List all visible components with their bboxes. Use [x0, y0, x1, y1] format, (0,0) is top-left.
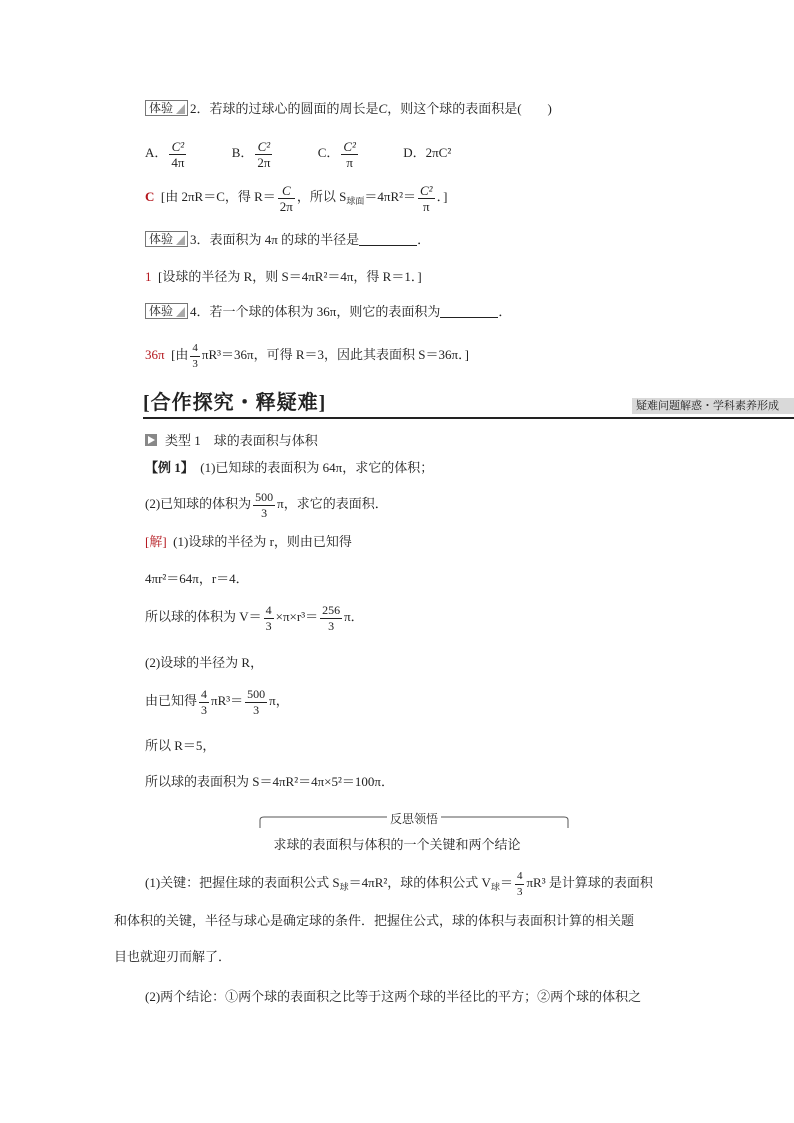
answer-blank	[440, 305, 498, 318]
question-2-solution: C [由 2πR＝C，得 R＝ $\frac{C}{2\pi}$ ，所以 $S_{球面}=4\pi R^2=$ $\frac{\text{C²}}{\pi}$ ．]	[145, 182, 448, 214]
section-title: [合作探究・释疑难]	[143, 392, 327, 414]
question-4-stem: 体验 4．若一个球的体积为 36π，则它的表面积为 ．	[145, 303, 511, 321]
solution-line-6: 所以 R＝5，	[145, 738, 216, 753]
option-b: B． $\frac{\text{C²}}{2\pi}$	[231, 138, 271, 170]
question-2-stem: 体验 2．若球的过球心的圆面的周长是C，则这个球的表面积是( )	[145, 100, 552, 118]
option-d: D．2πC²	[403, 145, 452, 160]
example-label: 【例 1】	[145, 460, 194, 475]
solution-line-4: (2)设球的半径为 R，	[145, 655, 264, 670]
answer-blank	[359, 233, 417, 246]
reflection-paragraph-1: (1)关键：把握住球的表面积公式 $S_球=4\pi R^2$，球的体积公式 $V_球=$ $\frac{4}{3}$ πR³ 是计算球的表面积	[145, 869, 653, 898]
question-3-solution: 1 [设球的半径为 R，则 S＝4πR²＝4π，得 R＝1．]	[145, 269, 422, 284]
solution-line-7: 所以球的表面积为 S＝4πR²＝4π×5²＝100π．	[145, 774, 394, 789]
section-divider	[143, 417, 794, 419]
reflection-title: 求球的表面积与体积的一个关键和两个结论	[273, 837, 521, 852]
type-1-heading: 类型 1 球的表面积与体积	[145, 432, 318, 450]
answer-label: C	[145, 189, 155, 204]
answer-label: 36π	[145, 347, 165, 362]
reflection-header	[258, 810, 570, 830]
reflection-paragraph-2: 和体积的关键，半径与球心是确定球的条件．把握住公式，球的体积与表面积计算的相关题	[114, 913, 635, 928]
solution-line-1: [解] (1)设球的半径为 r，则由已知得	[145, 534, 352, 549]
solution-line-3: 所以球的体积为 V＝ $\frac{4}{3}$ ×π×r³＝ $\frac{256}{3}$ π．	[145, 602, 364, 633]
experience-badge: 体验	[145, 303, 188, 319]
question-3-stem: 体验 3．表面积为 4π 的球的半径是 ．	[145, 231, 430, 249]
experience-badge: 体验	[145, 100, 188, 116]
example-1-part-1: 【例 1】 (1)已知球的表面积为 64π，求它的体积；	[145, 460, 434, 475]
question-4-solution: 36π [由 $\frac{4}{3}$ πR³＝36π，可得 R＝3，因此其表面积 S＝36π．]	[145, 341, 469, 370]
solution-label: [解]	[145, 534, 167, 549]
reflection-paragraph-3: 目也就迎刃而解了．	[114, 949, 232, 964]
solution-line-5: 由已知得 $\frac{4}{3}$ πR³＝ $\frac{500}{3}$ π，	[145, 686, 289, 717]
play-triangle-icon	[145, 434, 157, 446]
option-c: C． $\frac{\text{C²}}{\pi}$	[317, 138, 356, 170]
option-a: A． $\frac{\text{C²}}{4\pi}$	[145, 138, 185, 170]
example-1-part-2: (2)已知球的体积为 $\frac{500}{3}$ π，求它的表面积．	[145, 489, 388, 520]
section-tag: 疑难问题解惑・学科素养形成	[632, 398, 794, 414]
reflection-paragraph-4: (2)两个结论：①两个球的表面积之比等于这两个球的半径比的平方；②两个球的体积之	[145, 989, 642, 1004]
reflection-badge: 反思领悟	[387, 812, 441, 826]
question-2-options	[145, 136, 451, 170]
answer-label: 1	[145, 269, 152, 284]
solution-line-2: 4πr²＝64π，r＝4．	[145, 571, 249, 586]
experience-badge: 体验	[145, 231, 188, 247]
